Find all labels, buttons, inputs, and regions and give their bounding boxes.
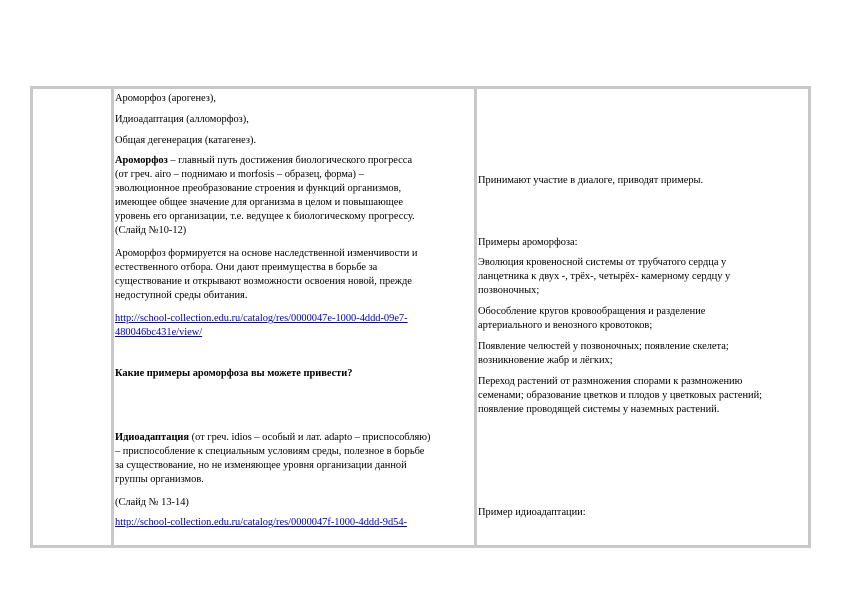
- example-line: семенами; образование цветков и плодов у цветковых растений;: [478, 390, 763, 401]
- column-divider: [111, 89, 114, 545]
- example-line: появление проводящей системы у наземных растений.: [478, 404, 720, 415]
- idioadaptation-example-heading: Пример идиоадаптации:: [478, 507, 586, 518]
- example-line: Обособление кругов кровообращения и разделение: [478, 306, 706, 317]
- degeneration-line: Общая дегенерация (катагенез).: [115, 135, 257, 146]
- idioadaptation-line: Идиоадаптация (алломорфоз),: [115, 114, 249, 125]
- resource-link-1-cont[interactable]: 480046bc431e/view/: [115, 327, 203, 338]
- aromorphosis-line: Ароморфоз (арогенез),: [115, 93, 216, 104]
- question-text: Какие примеры ароморфоза вы можете привести?: [115, 368, 353, 379]
- definition-line: (от греч. airo – поднимаю и morfosis – образец, форма) –: [115, 169, 364, 180]
- resource-link-2[interactable]: http://school-collection.edu.ru/catalog/res/0000047f-1000-4ddd-9d54-: [115, 517, 408, 528]
- definition-line: за существование, но не изменяющее уровня организации данной: [115, 460, 407, 471]
- basis-line: существование и открывают возможности освоения новой, прежде: [115, 276, 412, 287]
- basis-line: естественного отбора. Они дают преимущества в борьбе за: [115, 262, 378, 273]
- definition-line: эволюционное преобразование строения и функций организмов,: [115, 183, 402, 194]
- idioadaptation-term: Идиоадаптация: [115, 432, 190, 443]
- definition-line: имеющее общее значение для организма в целом и повышающее: [115, 197, 404, 208]
- definition-line: – главный путь достижения биологического прогресса: [167, 155, 413, 166]
- slide-ref: (Слайд №10-12): [115, 225, 187, 236]
- examples-heading: Примеры ароморфоза:: [478, 237, 578, 248]
- basis-line: Ароморфоз формируется на основе наследственной изменчивости и: [115, 248, 418, 259]
- definition-line: – приспособление к специальным условиям среды, полезное в борьбе: [115, 446, 425, 457]
- slide-ref: (Слайд № 13-14): [115, 497, 189, 508]
- definition-line: уровень его организации, т.е. ведущее к биологическому прогрессу.: [115, 211, 415, 222]
- resource-link-1[interactable]: http://school-collection.edu.ru/catalog/res/0000047e-1000-4ddd-09e7-: [115, 313, 408, 324]
- example-line: артериального и венозного кровотоков;: [478, 320, 653, 331]
- example-line: Переход растений от размножения спорами к размножению: [478, 376, 743, 387]
- example-line: ланцетника к двух -, трёх-, четырёх- камерному сердцу у: [478, 271, 731, 282]
- definition-line: группы организмов.: [115, 474, 204, 485]
- aromorphosis-term: Ароморфоз: [115, 155, 168, 166]
- basis-line: недоступной среды обитания.: [115, 290, 248, 301]
- example-line: позвоночных;: [478, 285, 540, 296]
- example-line: возникновение жабр и лёгких;: [478, 355, 613, 366]
- aromorphosis-definition: [115, 154, 412, 168]
- dialog-text: Принимают участие в диалоге, приводят примеры.: [478, 175, 704, 186]
- idioadaptation-definition: [115, 431, 431, 445]
- example-line: Эволюция кровеносной системы от трубчатого сердца у: [478, 257, 727, 268]
- example-line: Появление челюстей у позвоночных; появление скелета;: [478, 341, 729, 352]
- column-divider: [474, 89, 477, 545]
- definition-line: (от греч. idios – особый и лат. adapto – приспособляю): [189, 432, 431, 443]
